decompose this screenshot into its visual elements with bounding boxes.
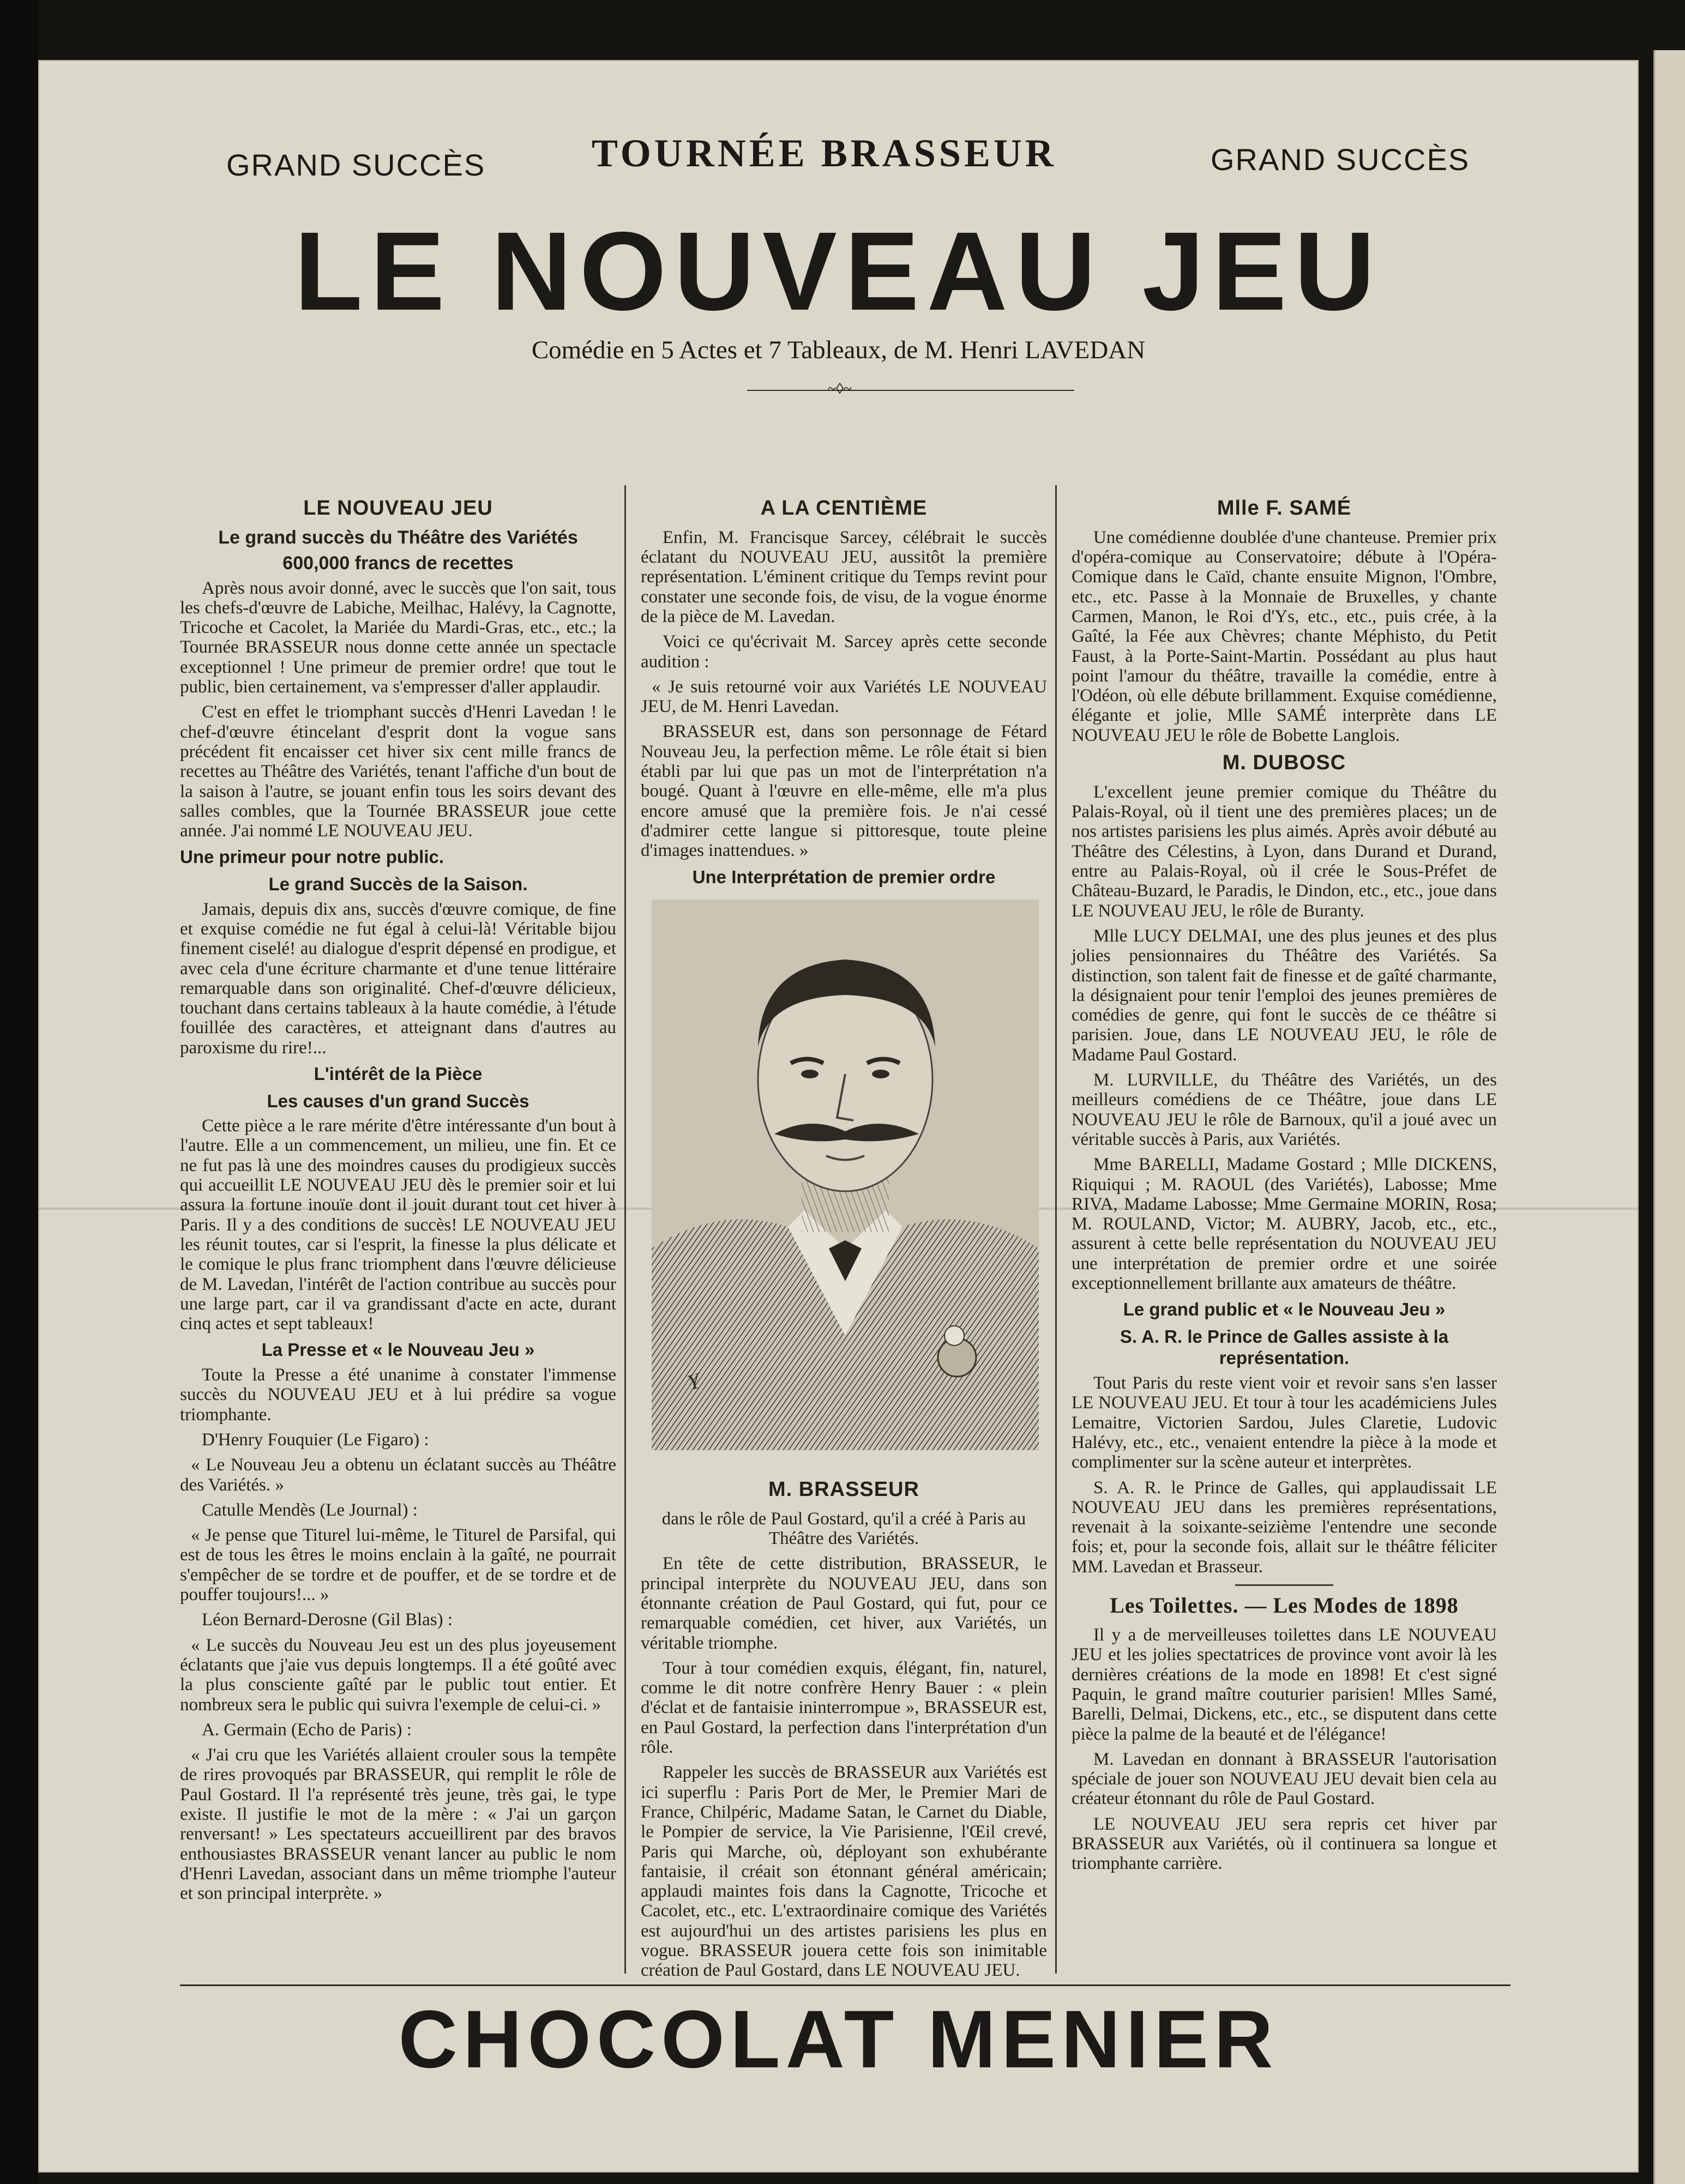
col3-paragraph: M. Lavedan en donnant à BRASSEUR l'autorisation spéciale de jouer son NOUVEAU JEU devait bien cela au créateur étonnant du rôle de Paul Gostard. [1072, 1749, 1497, 1809]
col1-paragraph: C'est en effet le triomphant succès d'Henri Lavedan ! le chef-d'œuvre étincelant d'esprit dont la vogue sans précédent fit encaisser cet hiver six cent mille francs de recettes au Théâtre des Variétés, tenant l'affiche d'un bout de la saison à l'autre, se jouant enfin tous les soirs devant des salles combles, que la Tournée BRASSEUR joue cette année. J'ai nommé LE NOUVEAU JEU. [180, 702, 616, 841]
title-ornament-icon: ~◊~ [827, 381, 852, 397]
col2-subheading: Une Interprétation de premier ordre [692, 866, 996, 887]
press-quote: « Le succès du Nouveau Jeu est un des plus joyeusement éclatants que j'aie vus depuis longtemps. Il a été goûté avec la plus consciente gaîté par le public tout entier. Et nombreux sera le public qui suivra l'exemple de celui-ci. » [180, 1635, 616, 1715]
col3-heading-1: Mlle F. SAMÉ [1217, 497, 1352, 520]
col2-heading: A LA CENTIÈME [760, 497, 928, 520]
section-divider [1235, 1584, 1333, 1586]
column-rule-left [624, 485, 626, 1974]
col3-paragraph: Une comédienne doublée d'une chanteuse. Premier prix d'opéra-comique au Conservatoire; débute à l'Opéra-Comique dans le Caïd, chante ensuite Mignon, l'Ombre, etc., etc. Passe à la Monnaie de Bruxelles, y chante Carmen, Manon, le Roi d'Ys, etc., etc., puis crée, à la Gaîté, la Fée aux Chèvres; chante Méphisto, du Petit Faust, à la Porte-Saint-Martin. Possédant au plus haut point l'amour du théâtre, travaille la comédie, entre à l'Odéon, où elle débute brillamment. Exquise comédienne, élégante et jolie, Mlle SAMÉ interprète dans LE NOUVEAU JEU le rôle de Bobette Langlois. [1072, 527, 1497, 745]
main-title: LE NOUVEAU JEU [294, 209, 1383, 334]
header-center-tag: TOURNÉE BRASSEUR [592, 131, 1057, 175]
column-rule-right [1055, 485, 1057, 1974]
col3-paragraph: Tout Paris du reste vient voir et revoir sans s'en lasser LE NOUVEAU JEU. Et tour à tour les académiciens Jules Lemaitre, Victorien Sardou, Jules Claretie, Ludovic Halévy, etc., etc., venaient entendre la pièce à la mode et complimenter sur la scène auteur et interprètes. [1072, 1373, 1497, 1473]
col1-subheading-6: Les causes d'un grand Succès [267, 1090, 529, 1111]
col3-paragraph: Mlle LUCY DELMAI, une des plus jeunes et des plus jolies pensionnaires du Théâtre des Variétés. Sa distinction, son talent fait de finesse et de gaîté charmante, la désignaient pour tenir l'emploi des jeunes premières de comédies de genre, qui font le succès de ce théâtre si parisien. Joue, dans LE NOUVEAU JEU, le rôle de Madame Paul Gostard. [1072, 926, 1497, 1065]
col3-subheading-1: Le grand public et « le Nouveau Jeu » [1123, 1299, 1446, 1320]
column-3 [1072, 491, 1497, 1879]
col1-subheading-4: Le grand Succès de la Saison. [268, 874, 528, 895]
col2-paragraph: Tour à tour comédien exquis, élégant, fin, naturel, comme le dit notre confrère Henry Bauer : « plein d'éclat et de fantaisie ininterrompue », BRASSEUR est, en Paul Gostard, la perfection dans l'interprétation d'un rôle. [641, 1658, 1047, 1758]
poster-page [38, 60, 1639, 2173]
scan-background-edge [0, 0, 38, 2184]
title-ornament-rule [747, 390, 1074, 391]
col2-paragraph: BRASSEUR est, dans son personnage de Fétard Nouveau Jeu, la perfection même. Le rôle était si bien établi par lui que pas un mot de l'interprétation n'a bougé. Quant à l'œuvre en elle-même, elle m'a plus encore amusé que la première fois. Je n'ai cessé d'admirer cette langue si pittoresque, toute pleine d'images inattendues. » [641, 722, 1047, 861]
col2-paragraph: Rappeler les succès de BRASSEUR aux Variétés est ici superflu : Paris Port de Mer, le Premier Mari de France, Chilpéric, Madame Satan, le Carnet du Diable, le Pompier de service, la Vie Parisienne, l'Œil crevé, Paris qui Marche, où, déployant son exhubérante fantaisie, il créait son étonnant général américain; applaudi maintes fois dans la Cagnotte, Tricoche et Cacolet, etc., etc. L'extraordinaire comique des Variétés est aujourd'hui un des artistes parisiens les plus en vogue. BRASSEUR jouera cette fois son inimitable création de Paul Gostard, dans LE NOUVEAU JEU. [641, 1763, 1047, 1981]
quote-source: Léon Bernard-Derosne (Gil Blas) : [202, 1610, 453, 1630]
adjacent-page-sliver [1653, 50, 1685, 2184]
portrait-engraving [652, 900, 1039, 1450]
portrait-illustration [652, 900, 1039, 1450]
footer-advert: CHOCOLAT MENIER [398, 1993, 1279, 2085]
press-quote: « J'ai cru que les Variétés allaient crouler sous la tempête de rires provoqués par BRASSEUR, qui remplit le rôle de Paul Gostard. Il l'a représenté très jeune, très gai, le type existe. Il justifie le mot de la mère : « J'ai un garçon renversant! » Les spectateurs accueillirent par des bravos enthousiastes BRASSEUR venant lancer au public le nom d'Henri Lavedan, associant dans un même triomphe l'auteur et son principal interprète. » [180, 1745, 616, 1904]
col3-paragraph: M. LURVILLE, du Théâtre des Variétés, un des meilleurs comédiens de ce Théâtre, joue dans LE NOUVEAU JEU le rôle de Barnoux, qu'il a joué avec un véritable succès à Paris, aux Variétés. [1072, 1070, 1497, 1149]
header-right-tag: GRAND SUCCÈS [1211, 142, 1470, 177]
col1-paragraph: Cette pièce a le rare mérite d'être intéressante d'un bout à l'autre. Elle a un commencement, un milieu, une fin. Et ce ne fut pas là une des moindres causes du prodigieux succès qui accueillit LE NOUVEAU JEU dès le premier soir et lui assura la fortune inouïe dont il jouit durant tout cet hiver à Paris. Il y a des conditions de succès! LE NOUVEAU JEU les réunit toutes, car si l'esprit, la finesse la plus délicate et le comique le plus franc triomphent dans l'œuvre délicieuse de M. Lavedan, l'intérêt de l'action contribue au succès pour une large part, car il va grandissant d'acte en acte, durant cinq actes et sept tableaux! [180, 1116, 616, 1334]
col3-paragraph: S. A. R. le Prince de Galles, qui applaudissait LE NOUVEAU JEU dans les premières représentations, revenait à la soixante-seizième l'entendre une seconde fois; et, pour la seconde fois, allait sur le théâtre féliciter MM. Lavedan et Brasseur. [1072, 1477, 1497, 1577]
col3-paragraph: L'excellent jeune premier comique du Théâtre du Palais-Royal, où il tient une des premières places; un de nos artistes parisiens les plus aimés. Après avoir débuté au Théâtre des Célestins, à Lyon, dans Durand et Durand, entre au Palais-Royal, où il crée le Sous-Préfet de Château-Buzard, le Paradis, le Dindon, etc., etc., joue dans LE NOUVEAU JEU, le rôle de Buranty. [1072, 782, 1497, 921]
col1-paragraph: Toute la Presse a été unanime à constater l'immense succès du NOUVEAU JEU et à lui prédire sa vogue triomphante. [180, 1365, 616, 1425]
portrait-name: M. BRASSEUR [768, 1478, 920, 1501]
header-left-tag: GRAND SUCCÈS [226, 148, 486, 182]
portrait-caption: dans le rôle de Paul Gostard, qu'il a créé à Paris au Théâtre des Variétés. [661, 1509, 1026, 1549]
col3-paragraph: Mme BARELLI, Madame Gostard ; Mlle DICKENS, Riquiqui ; M. RAOUL (des Variétés), Labosse; Mme RIVA, Madame Labosse; Mme Germaine MORIN, Rosa; M. ROULAND, Victor; M. AUBRY, Jacob, etc., etc., assurent à cette belle représentation du NOUVEAU JEU une interprétation de premier ordre et une soirée exceptionnellement brillante aux amateurs de théâtre. [1072, 1155, 1497, 1293]
col3-subheading-2: S. A. R. le Prince de Galles assiste à la représentation. [1120, 1326, 1449, 1368]
footer-rule [180, 1984, 1511, 1986]
main-subtitle: Comédie en 5 Actes et 7 Tableaux, de M. Henri LAVEDAN [531, 336, 1146, 364]
artist-signature: Y [684, 1368, 703, 1395]
column-1 [180, 491, 616, 1909]
col1-paragraph: Jamais, depuis dix ans, succès d'œuvre comique, de fine et exquise comédie ne fut égal à celui-là! Véritable bijou finement ciselé! au dialogue d'esprit dépensé en prodigue, et avec cela d'une écriture charmante et d'une tenue littéraire remarquable dans son originalité. Chef-d'œuvre délicieux, touchant dans certains tableaux à la haute comédie, à l'étude fouillée des caractères, et atteignant dans d'autres au paroxisme du rire!... [180, 899, 616, 1058]
col1-subheading-7: La Presse et « le Nouveau Jeu » [261, 1340, 535, 1360]
col2-paragraph: Voici ce qu'écrivait M. Sarcey après cette seconde audition : [641, 632, 1047, 672]
quote-source: D'Henry Fouquier (Le Figaro) : [202, 1429, 429, 1450]
col1-subheading-2: 600,000 francs de recettes [282, 553, 514, 574]
press-quote: « Le Nouveau Jeu a obtenu un éclatant succès au Théâtre des Variétés. » [180, 1455, 616, 1495]
column-2-lower [641, 1472, 1047, 1986]
col1-heading: LE NOUVEAU JEU [303, 497, 493, 520]
col3-heading-3: Les Toilettes. — Les Modes de 1898 [1110, 1593, 1459, 1618]
col1-subheading-3: Une primeur pour notre public. [180, 847, 444, 867]
col1-paragraph: Après nous avoir donné, avec le succès que l'on sait, tous les chefs-d'œuvre de Labiche, Meilhac, Halévy, la Cagnotte, Tricoche et Cacolet, la Mariée du Mardi-Gras, etc., etc.; la Tournée BRASSEUR nous donne cette année un spectacle exceptionnel ! Une primeur de premier ordre! que tout le public, bien certainement, va s'empresser d'aller applaudir. [180, 578, 616, 697]
col1-subheading-1: Le grand succès du Théâtre des Variétés [218, 527, 578, 548]
col3-paragraph: Il y a de merveilleuses toilettes dans LE NOUVEAU JEU et les jolies spectatrices de province vont avoir là les dernières créations de la mode en 1898! Et c'est signé Paquin, le grand maître couturier parisien! Mlles Samé, Barelli, Delmai, Dickens, etc., etc., se disputent dans cette pièce la palme de la beauté et de l'élégance! [1072, 1625, 1497, 1744]
col3-heading-2: M. DUBOSC [1222, 751, 1346, 775]
col2-quote: « Je suis retourné voir aux Variétés LE NOUVEAU JEU, de M. Henri Lavedan. [641, 677, 1047, 717]
quote-source: Catulle Mendès (Le Journal) : [202, 1500, 418, 1520]
column-2 [641, 491, 1047, 892]
col1-subheading-5: L'intérêt de la Pièce [314, 1064, 483, 1084]
press-quote: « Je pense que Titurel lui-même, le Titurel de Parsifal, qui est de tous les êtres le moins enclain à la gaîté, ne pourrait s'empêcher de se tordre et de pouffer, et de se tordre et de pouffer toujours!... » [180, 1525, 616, 1605]
quote-source: A. Germain (Echo de Paris) : [202, 1720, 412, 1740]
col3-paragraph: LE NOUVEAU JEU sera repris cet hiver par BRASSEUR aux Variétés, où il continuera sa longue et triomphante carrière. [1072, 1814, 1497, 1874]
col2-paragraph: En tête de cette distribution, BRASSEUR, le principal interprète du NOUVEAU JEU, dans son étonnante création de Paul Gostard, qui fut, pour ce remarquable comédien, cet hiver, aux Variétés, un véritable triomphe. [641, 1554, 1047, 1653]
col2-paragraph: Enfin, M. Francisque Sarcey, célébrait le succès éclatant du NOUVEAU JEU, aussitôt la première représentation. L'éminent critique du Temps revint pour constater une seconde fois, de visu, de la vogue énorme de la pièce de M. Lavedan. [641, 527, 1047, 626]
